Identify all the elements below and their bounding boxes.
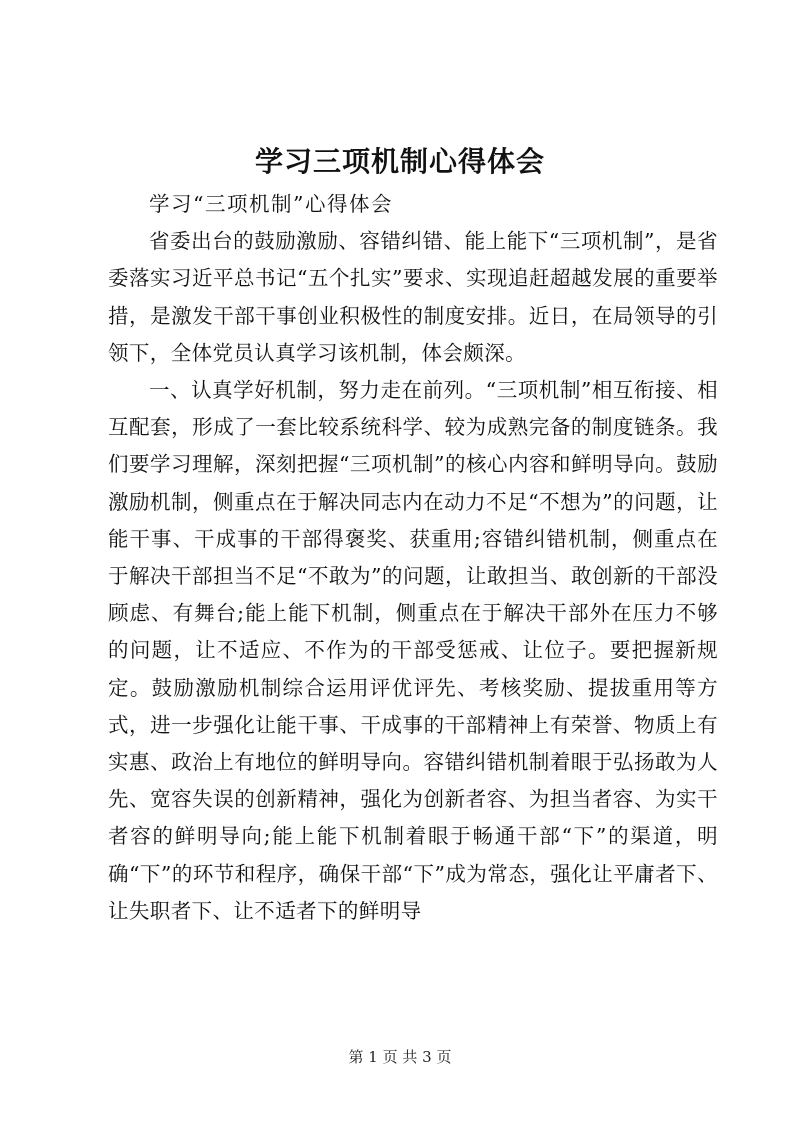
page-number-footer: 第 1 页 共 3 页	[348, 1048, 452, 1066]
document-title: 学习三项机制心得体会	[254, 145, 545, 178]
subtitle-paragraph: 学习“三项机制”心得体会	[149, 192, 393, 216]
intro-paragraph: 省委出台的鼓励激励、容错纠错、能上能下“三项机制”，是省委落实习近平总书记“五个扎实”要求、实现追赶超越发展的重要举措，是激发干部干事创业积极性的制度安排。近日，在局领导的引领下，全体党员认真学习该机制，体会颇深。	[108, 229, 718, 365]
document-body	[108, 186, 718, 930]
section-one-paragraph: 一、认真学好机制，努力走在前列。“三项机制”相互衔接、相互配套，形成了一套比较系统科学、较为成熟完备的制度链条。我们要学习理解，深刻把握“三项机制”的核心内容和鲜明导向。鼓励激励机制，侧重点在于解决同志内在动力不足“不想为”的问题，让能干事、干成事的干部得褒奖、获重用;容错纠错机制，侧重点在于解决干部担当不足“不敢为”的问题，让敢担当、敢创新的干部没顾虑、有舞台;能上能下机制，侧重点在于解决干部外在压力不够的问题，让不适应、不作为的干部受惩戒、让位子。要把握新规定。鼓励激励机制综合运用评优评先、考核奖励、提拔重用等方式，进一步强化让能干事、干成事的干部精神上有荣誉、物质上有实惠、政治上有地位的鲜明导向。容错纠错机制着眼于弘扬敢为人先、宽容失误的创新精神，强化为创新者容、为担当者容、为实干者容的鲜明导向;能上能下机制着眼于畅通干部“下”的渠道，明确“下”的环节和程序，确保干部“下”成为常态，强化让平庸者下、让失职者下、让不适者下的鲜明导	[108, 378, 718, 923]
